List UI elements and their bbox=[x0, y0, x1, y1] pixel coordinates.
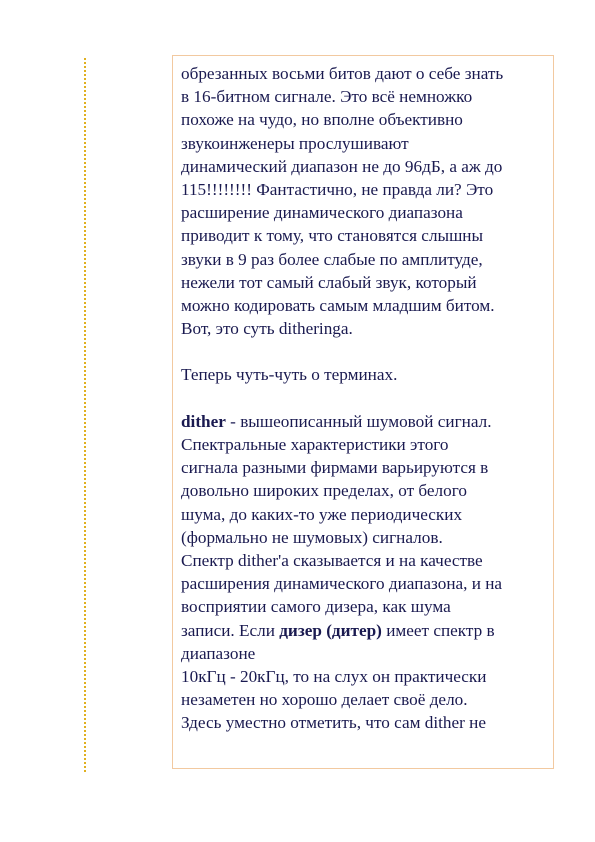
text-frame bbox=[172, 55, 554, 769]
body-text bbox=[181, 62, 545, 734]
text-line: расширение динамического диапазона bbox=[181, 203, 463, 223]
text-line: расширения динамического диапазона, и на bbox=[181, 574, 503, 594]
text-line: можно кодировать самым младшим битом. bbox=[181, 295, 495, 315]
text-line: звукоинженеры прослушивают bbox=[181, 133, 409, 153]
text-fragment: имеет спектр в bbox=[381, 620, 495, 640]
text-line: довольно широких пределах, от белого bbox=[181, 481, 467, 501]
text-line: восприятии самого дизера, как шума bbox=[181, 597, 451, 617]
text-line: шума, до каких-то уже периодических bbox=[181, 504, 463, 524]
text-line: Здесь уместно отметить, что сам dither не bbox=[181, 713, 486, 733]
text-line: Спектр dither'а сказывается и на качестве bbox=[181, 550, 483, 570]
definition-text: - вышеописанный шумовой сигнал. bbox=[225, 411, 492, 431]
text-line: Спектральные характеристики этого bbox=[181, 435, 449, 454]
text-line: в 16-битном сигнале. Это всё немножко bbox=[181, 87, 473, 107]
text-line: 10кГц - 20кГц, то на слух он практически bbox=[181, 666, 487, 686]
paragraph-dithering-effect bbox=[181, 62, 545, 340]
text-line: 115!!!!!!!! Фантастично, не правда ли? Это bbox=[181, 179, 494, 199]
paragraph-gap bbox=[181, 387, 545, 410]
text-line: незаметен но хорошо делает своё дело. bbox=[181, 690, 468, 710]
text-line: Теперь чуть-чуть о терминах. bbox=[181, 365, 398, 385]
text-line: похоже на чудо, но вполне объективно bbox=[181, 110, 463, 130]
paragraph-terms-intro bbox=[181, 363, 545, 386]
text-line: нежели тот самый слабый звук, который bbox=[181, 272, 477, 292]
paragraph-gap bbox=[181, 340, 545, 363]
text-line: диапазоне bbox=[181, 643, 256, 663]
definition-line bbox=[181, 410, 545, 433]
term-dizer: дизер (дитер) bbox=[279, 620, 382, 640]
text-line: обрезанных восьми битов дают о себе знать bbox=[181, 64, 504, 83]
text-fragment: записи. Если bbox=[181, 620, 280, 640]
margin-rule bbox=[84, 58, 86, 772]
text-line: динамический диапазон не до 96дБ, а аж до bbox=[181, 156, 503, 176]
text-line: приводит к тому, что становятся слышны bbox=[181, 226, 484, 246]
paragraph-dither-definition bbox=[181, 410, 545, 735]
text-line: звуки в 9 раз более слабые по амплитуде, bbox=[181, 249, 483, 269]
mixed-line bbox=[181, 619, 545, 642]
text-line: сигнала разными фирмами варьируются в bbox=[181, 458, 489, 478]
term-dither: dither bbox=[181, 411, 226, 431]
text-line: (формально не шумовых) сигналов. bbox=[181, 527, 443, 547]
text-line: Вот, это суть ditheringa. bbox=[181, 319, 353, 339]
